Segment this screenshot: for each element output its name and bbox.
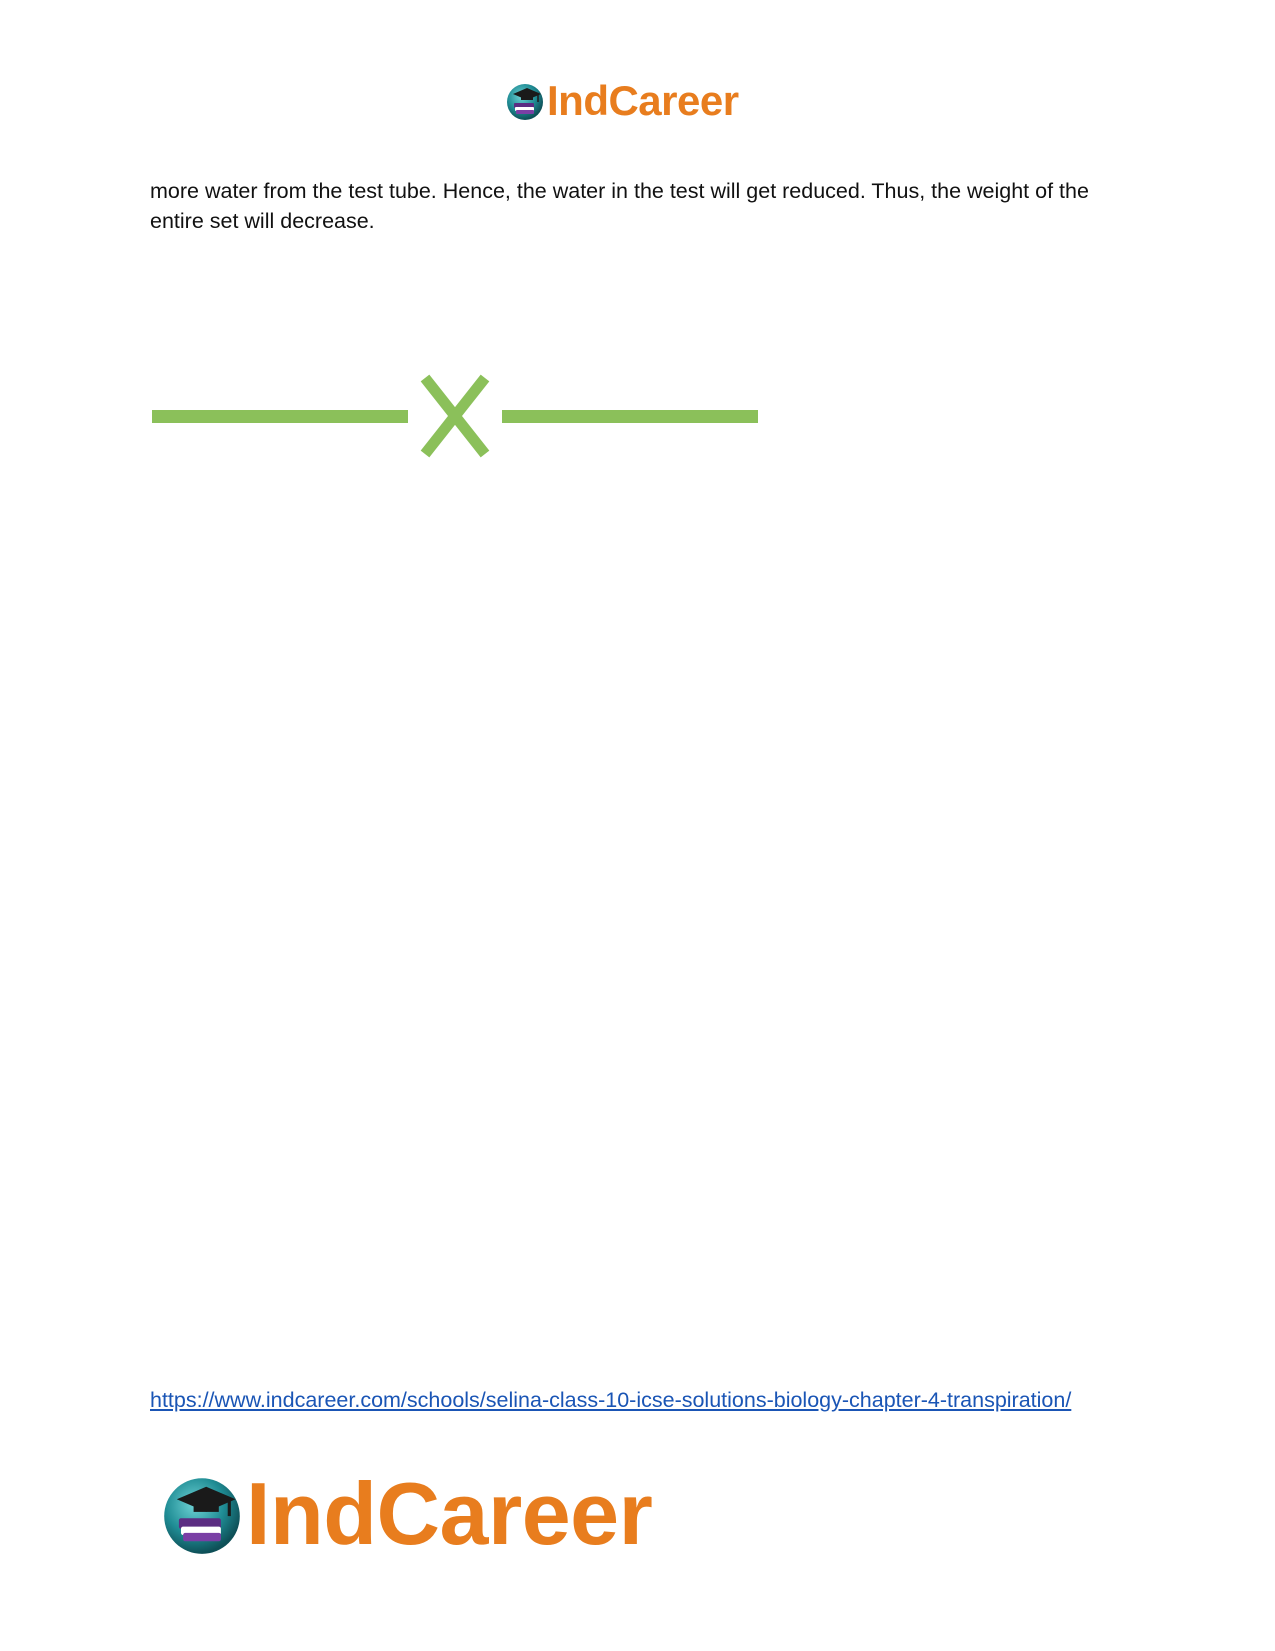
divider-left-bar (152, 410, 408, 423)
logo-globe-icon (505, 81, 545, 121)
footer-logo (160, 1464, 653, 1563)
source-link[interactable]: https://www.indcareer.com/schools/selina-class-10-icse-solutions-biology-chapter-4-transpiration/ (150, 1388, 1072, 1412)
logo-wordmark: IndCareer (547, 77, 739, 124)
logo-wordmark: IndCareer (246, 1464, 653, 1563)
header-logo (505, 77, 739, 124)
logo-globe-icon (160, 1472, 244, 1556)
body-paragraph: more water from the test tube. Hence, the water in the test will get reduced. Thus, the weight of the entire set will decrease. (150, 179, 1089, 233)
section-divider (150, 374, 760, 458)
divider-right-bar (502, 410, 758, 423)
